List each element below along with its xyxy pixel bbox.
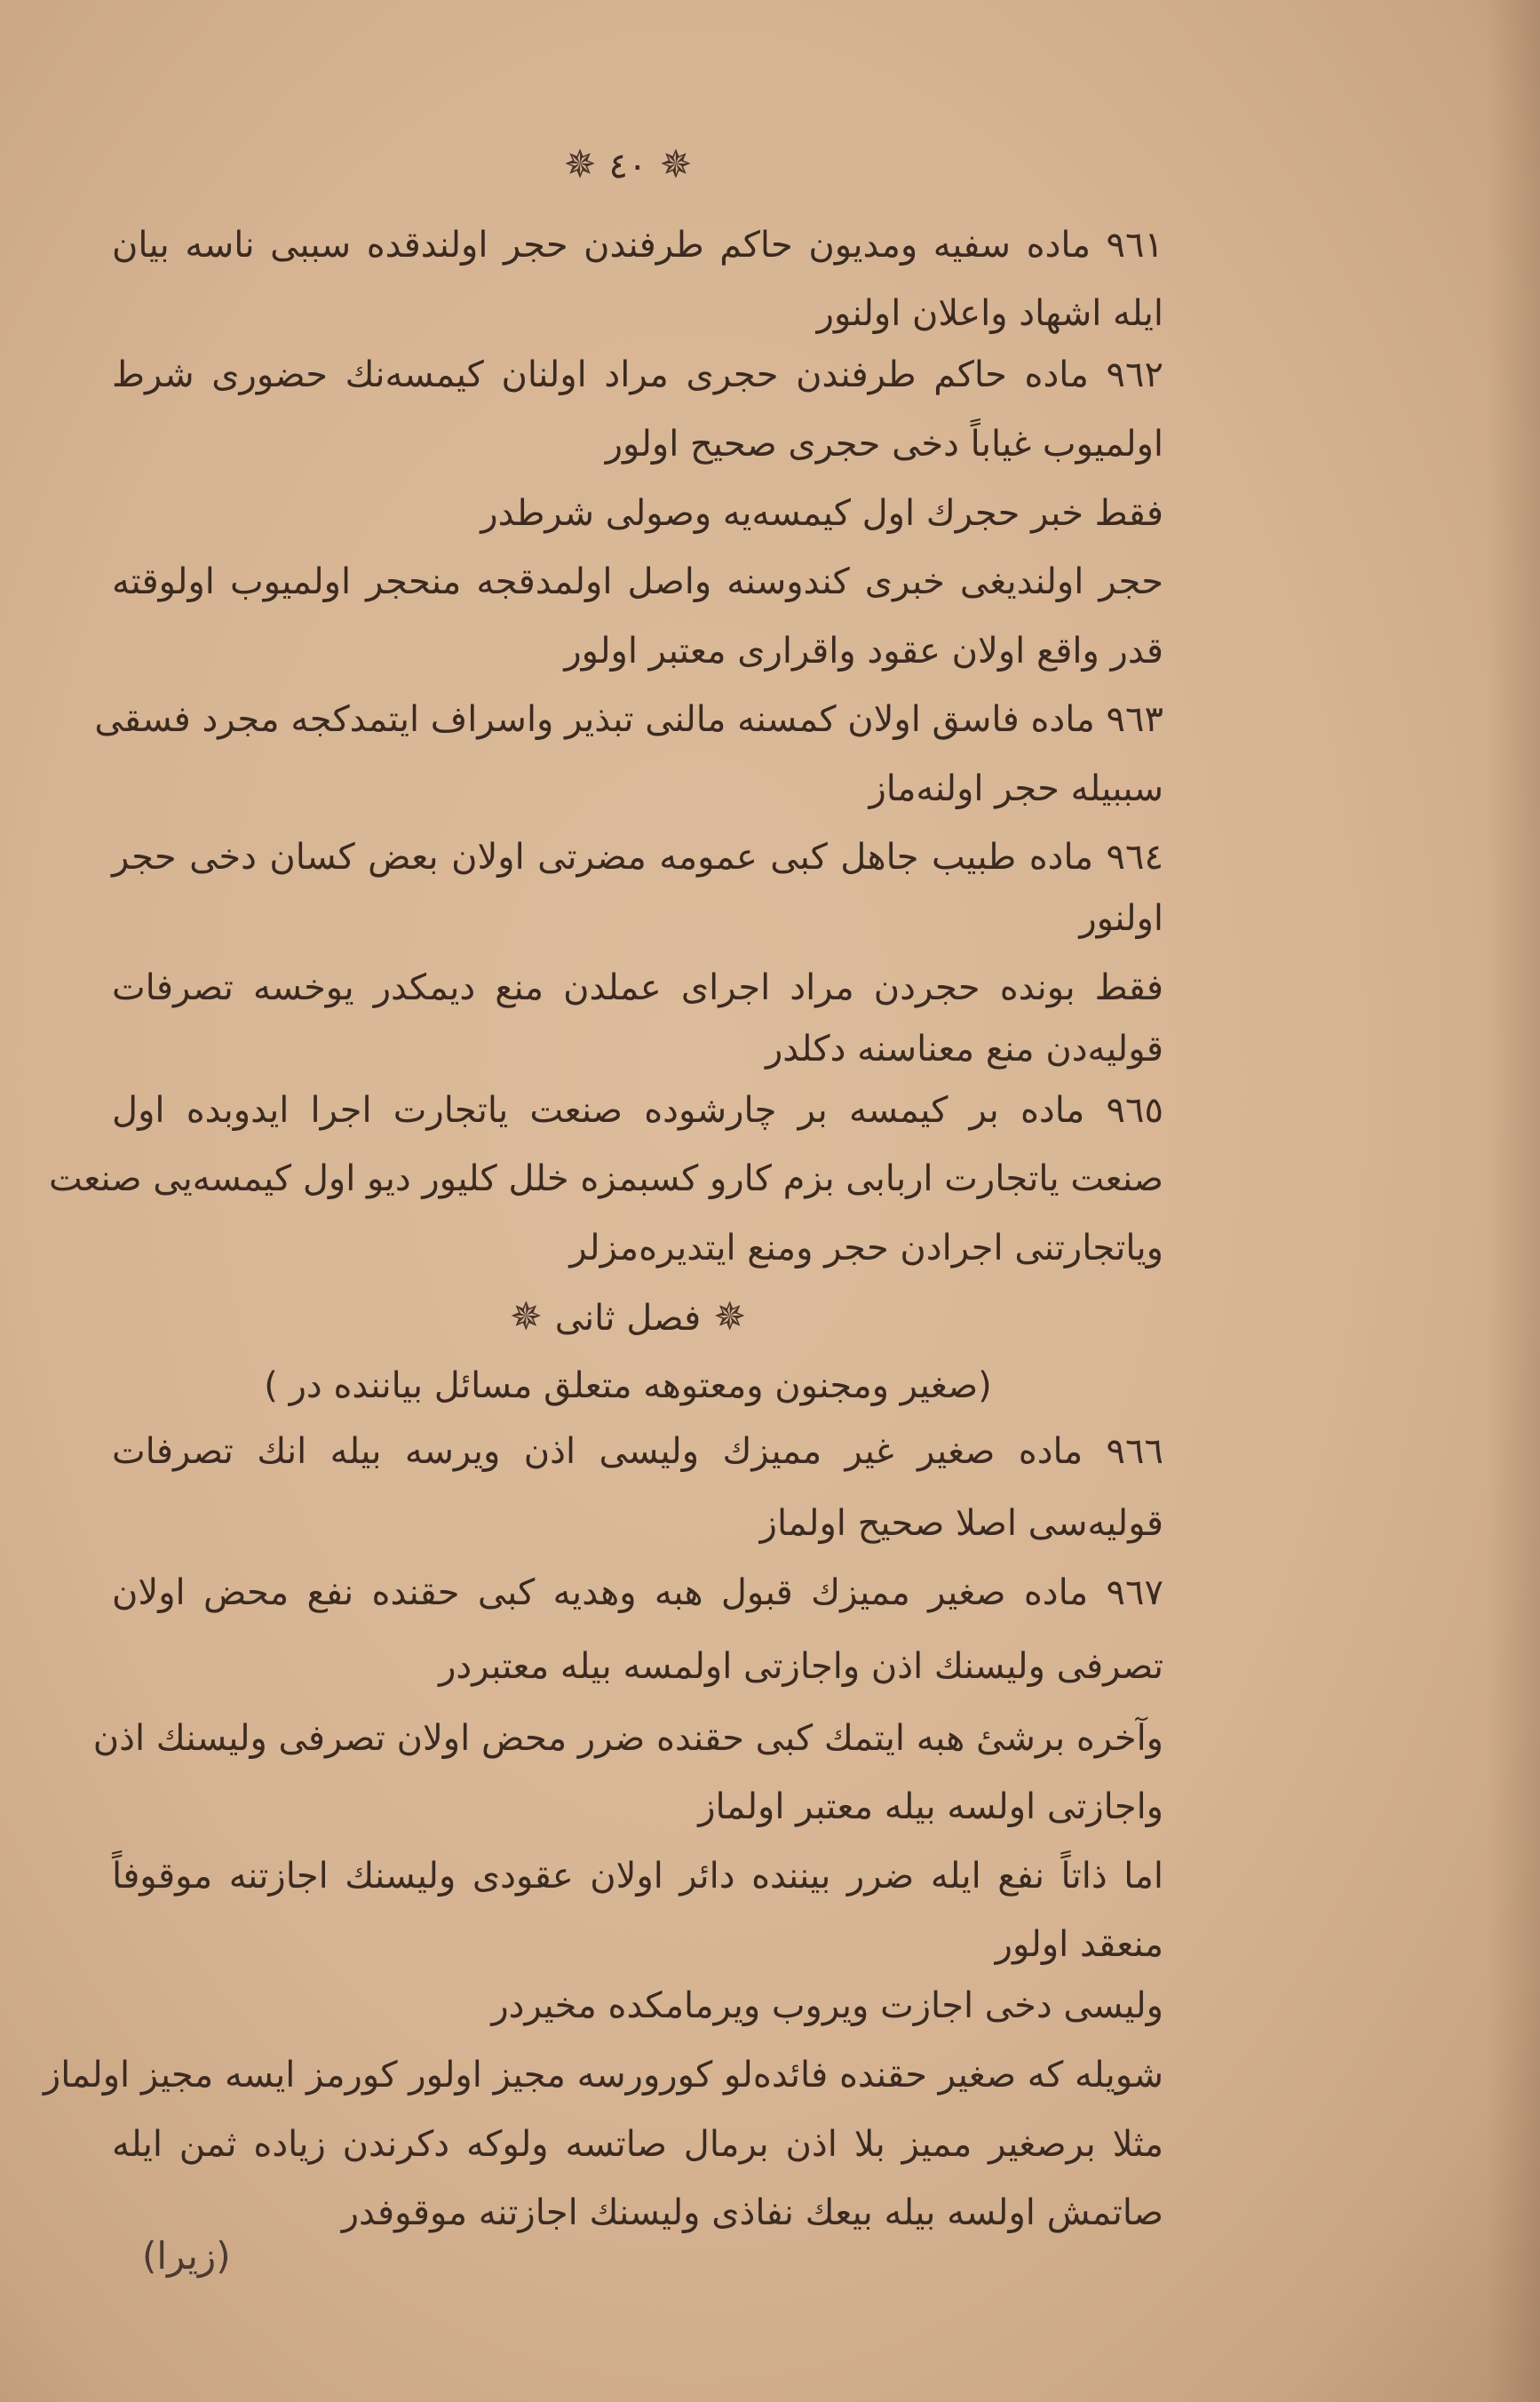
text-line: مثلا برصغیر ممیز بلا اذن برمال صاتسه ولوكه دكرندن زیاده ثمن ایله <box>112 2124 1163 2165</box>
section-title: فصل ثانی <box>554 1298 702 1339</box>
star-ornament-icon: ✵ <box>713 1294 747 1340</box>
star-ornament-icon: ✵ <box>563 142 597 187</box>
page-edge-shadow <box>1487 0 1540 2402</box>
text-line: اولنور <box>1079 898 1163 939</box>
text-line: ٩٦٦ ماده صغیر غیر ممیزك ولیسی اذن ویرسه بیله انك تصرفات <box>112 1431 1163 1472</box>
text-line: تصرفی ولیسنك اذن واجازتی اولمسه بیله معتبردر <box>439 1646 1163 1687</box>
text-line: واجازتی اولسه بیله معتبر اولماز <box>698 1786 1163 1827</box>
text-line: ٩٦٥ ماده بر كیمسه بر چارشوده صنعت یاتجارت اجرا ایدوبده اول <box>112 1090 1163 1131</box>
text-line: وآخره برشیٔ هبه ایتمك كبی حقنده ضرر محض اولان تصرفی ولیسنك اذن <box>92 1718 1163 1759</box>
text-line: قولیه‌سی اصلا صحیح اولماز <box>759 1503 1163 1544</box>
text-line: صنعت یاتجارت اربابی بزم كارو كسبمزه خلل كلیور دیو اول كیمسه‌یی صنعت <box>48 1158 1163 1199</box>
text-line: شویله كه صغیر حقنده فائده‌لو كورورسه مجیز اولور كورمز ایسه مجیز اولماز <box>43 2055 1163 2096</box>
page-number: ٤٠ <box>608 146 647 187</box>
text-line: منعقد اولور <box>995 1924 1163 1965</box>
text-line: صاتمش اولسه بیله بیعك نفاذی ولیسنك اجازتنه موقوفدر <box>341 2192 1163 2233</box>
text-line: قدر واقع اولان عقود واقراری معتبر اولور <box>564 631 1163 672</box>
star-ornament-icon: ✵ <box>659 142 693 187</box>
catchword: (زیرا) <box>142 2234 231 2278</box>
text-line: سببیله حجر اولنه‌ماز <box>869 768 1163 809</box>
text-line: فقط بونده حجردن مراد اجرای عملدن منع دیمكدر یوخسه تصرفات <box>112 967 1163 1008</box>
text-line: ٩٦٣ ماده فاسق اولان كمسنه مالنی تبذیر واسراف ایتمدكجه مجرد فسقی <box>94 699 1163 740</box>
section-heading <box>0 1282 1256 1353</box>
text-line: حجر اولندیغی خبری كندوسنه واصل اولمدقجه منحجر اولمیوب اولوقته <box>112 561 1163 602</box>
text-line: ٩٦٢ ماده حاكم طرفندن حجری مراد اولنان كیمسه‌نك حضوری شرط <box>112 354 1163 395</box>
text-line: ولیسی دخی اجازت ویروب ویرمامكده مخیردر <box>491 1985 1163 2026</box>
text-line: فقط خبر حجرك اول كیمسه‌یه وصولی شرطدر <box>480 493 1163 534</box>
text-line: ٩٦٧ ماده صغیر ممیزك قبول هبه وهدیه كبی حقنده نفع محض اولان <box>112 1572 1163 1613</box>
text-line: اما ذاتاً نفع ایله ضرر بیننده دائر اولان عقودی ولیسنك اجازتنه موقوفاً <box>112 1856 1163 1897</box>
section-subtitle: (صغیر ومجنون ومعتوهه متعلق مسائل بیاننده در ) <box>264 1365 992 1406</box>
text-line: ویاتجارتنی اجرادن حجر ومنع ایتدیره‌مزلر <box>569 1228 1163 1269</box>
text-line: قولیه‌دن منع معناسنه دكلدر <box>765 1029 1163 1070</box>
text-line: ایله اشهاد واعلان اولنور <box>816 293 1163 334</box>
text-line: ٩٦١ ماده سفیه ومدیون حاكم طرفندن حجر اولندقده سببی ناسه بیان <box>112 225 1163 266</box>
page-header <box>0 130 1256 201</box>
text-line: اولمیوب غیاباً دخی حجری صحیح اولور <box>605 424 1163 465</box>
text-line: ٩٦٤ ماده طبیب جاهل كبی عمومه مضرتی اولان بعض كسان دخی حجر <box>112 837 1163 878</box>
star-ornament-icon: ✵ <box>509 1294 543 1340</box>
